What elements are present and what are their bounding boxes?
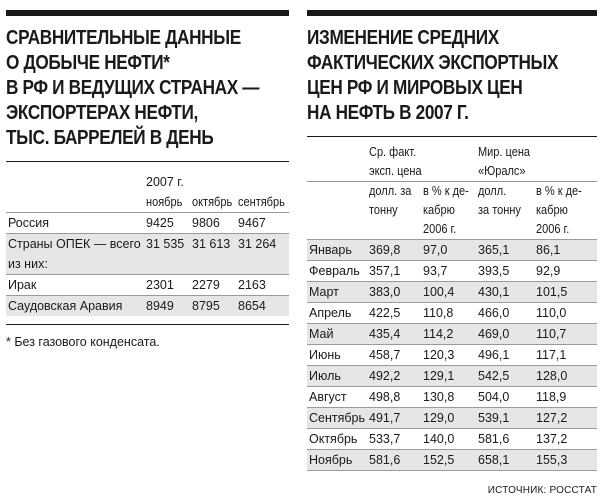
value-cell: 129,1 [421, 366, 476, 387]
title-line: В РФ И ВЕДУЩИХ СТРАНАХ — [6, 77, 260, 99]
sub-header: в % к де- [423, 184, 469, 198]
price-rows [307, 240, 597, 471]
sub-header: в % к де- [536, 184, 582, 198]
top-rule [307, 10, 597, 16]
top-rule [6, 10, 289, 16]
table-row [307, 324, 597, 345]
sub-header: за тонну [478, 203, 521, 217]
month-label: Август [307, 387, 367, 408]
value-cell: 8654 [236, 296, 289, 317]
value-cell: 369,8 [367, 240, 421, 261]
divider [6, 161, 289, 162]
sub-header: 2006 г. [534, 220, 597, 240]
year-header-row [6, 172, 289, 192]
month-header: сентябрь [238, 195, 285, 209]
table-row [307, 387, 597, 408]
sub-header: 2006 г. [421, 220, 476, 240]
value-cell: 31 264 [236, 234, 289, 255]
table-row [307, 408, 597, 429]
divider [307, 136, 597, 137]
month-label: Сентябрь [307, 408, 367, 429]
sub-header: кабрю [423, 203, 455, 217]
value-cell: 117,1 [534, 345, 597, 366]
value-cell: 466,0 [476, 303, 534, 324]
value-cell: 2279 [190, 275, 236, 296]
sub-header-row [307, 220, 597, 240]
table-row [307, 450, 597, 471]
value-cell: 92,9 [534, 261, 597, 282]
value-cell: 97,0 [421, 240, 476, 261]
footnote: * Без газового конденсата. [6, 335, 160, 349]
value-cell: 155,3 [534, 450, 597, 471]
table-row [6, 275, 289, 296]
value-cell: 422,5 [367, 303, 421, 324]
panel-title [307, 26, 596, 126]
source-note: ИСТОЧНИК: РОССТАТ [487, 485, 597, 496]
value-cell: 127,2 [534, 408, 597, 429]
value-cell: 152,5 [421, 450, 476, 471]
title-line: ФАКТИЧЕСКИХ ЭКСПОРТНЫХ [307, 52, 559, 74]
value-cell: 129,0 [421, 408, 476, 429]
month-label: Май [307, 324, 367, 345]
production-table [6, 172, 289, 316]
value-cell: 101,5 [534, 282, 597, 303]
value-cell: 8795 [190, 296, 236, 317]
title-line: О ДОБЫЧЕ НЕФТИ* [6, 52, 170, 74]
table-row [6, 296, 289, 317]
month-label: Апрель [307, 303, 367, 324]
country-label-cont: из них: [6, 254, 144, 275]
value-cell: 31 535 [144, 234, 190, 255]
value-cell: 8949 [144, 296, 190, 317]
table-row [307, 366, 597, 387]
month-label: Октябрь [307, 429, 367, 450]
value-cell: 496,1 [476, 345, 534, 366]
table-row [307, 303, 597, 324]
group-header: Мир. цена [478, 145, 531, 159]
country-label: Саудовская Аравия [6, 296, 144, 317]
value-cell: 9467 [236, 213, 289, 234]
value-cell: 120,3 [421, 345, 476, 366]
month-label: Январь [307, 240, 367, 261]
table-row [307, 282, 597, 303]
sub-header: долл. за [369, 184, 412, 198]
table-row-continuation [6, 254, 289, 275]
title-line: СРАВНИТЕЛЬНЫЕ ДАННЫЕ [6, 27, 241, 49]
table-row [307, 240, 597, 261]
value-cell: 110,0 [534, 303, 597, 324]
sub-header: долл. [478, 184, 507, 198]
value-cell: 658,1 [476, 450, 534, 471]
group-header-row [307, 143, 597, 162]
country-label: Ирак [6, 275, 144, 296]
panel-title [6, 26, 288, 151]
value-cell: 128,0 [534, 366, 597, 387]
country-label: Страны ОПЕК — всего [6, 234, 144, 255]
value-cell: 2163 [236, 275, 289, 296]
table-row [6, 213, 289, 234]
value-cell: 9425 [144, 213, 190, 234]
value-cell: 130,8 [421, 387, 476, 408]
value-cell: 504,0 [476, 387, 534, 408]
year-header: 2007 г. [146, 175, 184, 189]
table-row [307, 261, 597, 282]
value-cell: 118,9 [534, 387, 597, 408]
value-cell: 93,7 [421, 261, 476, 282]
group-header: эксп. цена [367, 162, 476, 182]
month-header-row [6, 192, 289, 213]
sub-header-row [307, 182, 597, 202]
title-line: НА НЕФТЬ В 2007 Г. [307, 102, 469, 124]
value-cell: 31 613 [190, 234, 236, 255]
value-cell: 140,0 [421, 429, 476, 450]
value-cell: 365,1 [476, 240, 534, 261]
value-cell: 581,6 [476, 429, 534, 450]
value-cell: 533,7 [367, 429, 421, 450]
value-cell: 100,4 [421, 282, 476, 303]
value-cell: 492,2 [367, 366, 421, 387]
value-cell: 469,0 [476, 324, 534, 345]
value-cell: 542,5 [476, 366, 534, 387]
export-prices-panel [307, 10, 597, 496]
value-cell: 86,1 [534, 240, 597, 261]
month-label: Ноябрь [307, 450, 367, 471]
value-cell: 2301 [144, 275, 190, 296]
sub-header-row [307, 201, 597, 220]
divider [6, 324, 289, 325]
value-cell: 110,7 [534, 324, 597, 345]
title-line: ЦЕН РФ И МИРОВЫХ ЦЕН [307, 77, 523, 99]
value-cell: 458,7 [367, 345, 421, 366]
country-label: Россия [6, 213, 144, 234]
title-line: ИЗМЕНЕНИЕ СРЕДНИХ [307, 27, 499, 49]
value-cell: 383,0 [367, 282, 421, 303]
table-row [6, 234, 289, 255]
month-label: Июль [307, 366, 367, 387]
value-cell: 110,8 [421, 303, 476, 324]
table-row [307, 429, 597, 450]
month-label: Февраль [307, 261, 367, 282]
value-cell: 491,7 [367, 408, 421, 429]
month-header: ноябрь [146, 195, 183, 209]
group-header: Ср. факт. [369, 145, 417, 159]
month-header: октябрь [192, 195, 233, 209]
title-line: ЭКСПОРТЕРАХ НЕФТИ, [6, 102, 198, 124]
value-cell: 539,1 [476, 408, 534, 429]
value-cell: 393,5 [476, 261, 534, 282]
value-cell: 581,6 [367, 450, 421, 471]
sub-header: тонну [369, 203, 398, 217]
value-cell: 435,4 [367, 324, 421, 345]
value-cell: 114,2 [421, 324, 476, 345]
prices-table [307, 143, 597, 471]
month-label: Март [307, 282, 367, 303]
sub-header: кабрю [536, 203, 568, 217]
group-header-row [307, 162, 597, 182]
title-line: ТЫС. БАРРЕЛЕЙ В ДЕНЬ [6, 127, 214, 149]
value-cell: 498,8 [367, 387, 421, 408]
value-cell: 9806 [190, 213, 236, 234]
table-row [307, 345, 597, 366]
month-label: Июнь [307, 345, 367, 366]
value-cell: 430,1 [476, 282, 534, 303]
group-header: «Юралс» [476, 162, 597, 182]
value-cell: 137,2 [534, 429, 597, 450]
value-cell: 357,1 [367, 261, 421, 282]
oil-production-panel [6, 10, 289, 349]
